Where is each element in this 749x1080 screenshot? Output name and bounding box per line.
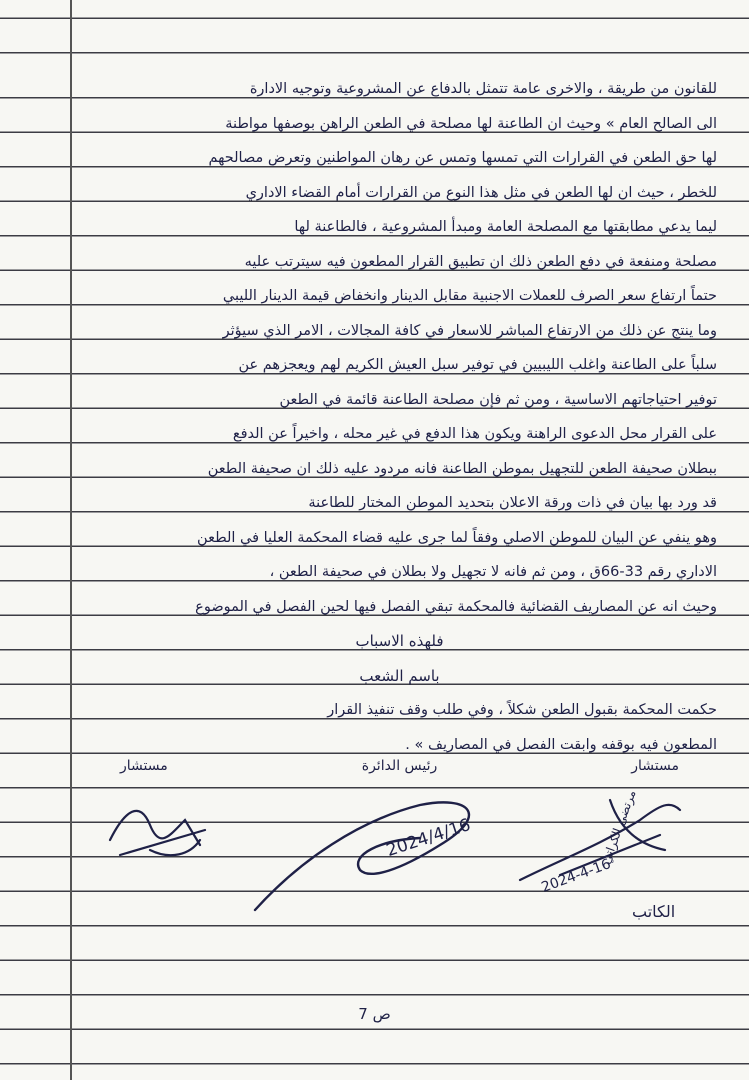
- signatory-chief: رئيس الدائرة: [361, 758, 438, 774]
- ruling-line-2: المطعون فيه بوقفه وابقت الفصل في المصاريف » .: [405, 736, 717, 753]
- signature-middle: [255, 802, 469, 910]
- text-line-5: ليما يدعي مطابقتها مع المصلحة العامة ومبدأ المشروعية ، فالطاعنة لها: [294, 219, 717, 235]
- text-line-4: للخطر ، حيث ان لها الطعن في مثل هذا النوع من القرارات أمام القضاء الاداري: [245, 184, 717, 201]
- text-line-11: على القرار محل الدعوى الراهنة ويكون هذا الدفع في غير محله ، واخيراً عن الدفع: [232, 426, 717, 442]
- signature-date-right: 2024-4-16: [539, 856, 614, 896]
- text-line-7: حتماً ارتفاع سعر الصرف للعملات الاجنبية مقابل الدينار وانخفاض قيمة الدينار الليبي: [222, 288, 717, 304]
- text-line-9: سلباً على الطاعنة واغلب الليبيين في توفير سبل العيش الكريم لهم ويعجزهم عن: [238, 357, 717, 373]
- text-line-6: مصلحة ومنفعة في دفع الطعن ذلك ان تطبيق القرار المطعون فيه سيترتب عليه: [244, 253, 717, 270]
- text-line-10: توفير احتياجاتهم الاساسية ، ومن ثم فإن مصلحة الطاعنة قائمة في الطعن: [279, 391, 717, 408]
- clerk-label: الكاتب: [632, 902, 676, 921]
- text-line-1: للقانون من طريقة ، والاخرى عامة تتمثل بالدفاع عن المشروعية وتوجيه الادارة: [249, 81, 717, 97]
- signature-name-right: مرتضى الكراتي: [598, 788, 639, 866]
- text-line-12: ببطلان صحيفة الطعن للتجهيل بموطن الطاعنة فانه مردود عليه ذلك ان صحيفة الطعن: [207, 460, 717, 477]
- text-line-15: الاداري رقم 33-66ق ، ومن ثم فانه لا تجهيل ولا بطلان في صحيفة الطعن ،: [269, 564, 717, 580]
- signature-left: [110, 811, 205, 855]
- text-line-8: وما ينتج عن ذلك من الارتفاع المباشر للاسعار في كافة المجالات ، الامر الذي سيؤثر: [222, 322, 717, 339]
- text-line-13: قد ورد بها بيان في ذات ورقة الاعلان بتحديد الموطن المختار للطاعنة: [308, 495, 717, 511]
- text-line-16: وحيث انه عن المصاريف القضائية فالمحكمة تبقي الفصل فيها لحين الفصل في الموضوع: [195, 598, 717, 615]
- page-number: ص 7: [358, 1005, 391, 1023]
- in-the-name-of-people: باسم الشعب: [359, 666, 440, 685]
- signatory-counsel-left: مستشار: [120, 758, 168, 774]
- text-line-14: وهو ينفي عن البيان للموطن الاصلي وفقاً لما جرى عليه قضاء المحكمة العليا في الطعن: [197, 529, 717, 546]
- text-line-3: لها حق الطعن في القرارات التي تمسها وتمس عن رهان المواطنين وتعرض مصالحهم: [208, 150, 717, 166]
- signature-date-middle: 2024/4/16: [384, 815, 474, 861]
- signatory-counsel-right: مستشار: [631, 758, 679, 774]
- text-line-2: الى الصالح العام » وحيث ان الطاعنة لها مصلحة في الطعن الراهن بوصفها مواطنة: [225, 115, 717, 132]
- ruling-line-1: حكمت المحكمة بقبول الطعن شكلاً ، وفي طلب وقف تنفيذ القرار: [327, 702, 717, 718]
- reasons-heading: فلهذه الاسباب: [355, 632, 444, 650]
